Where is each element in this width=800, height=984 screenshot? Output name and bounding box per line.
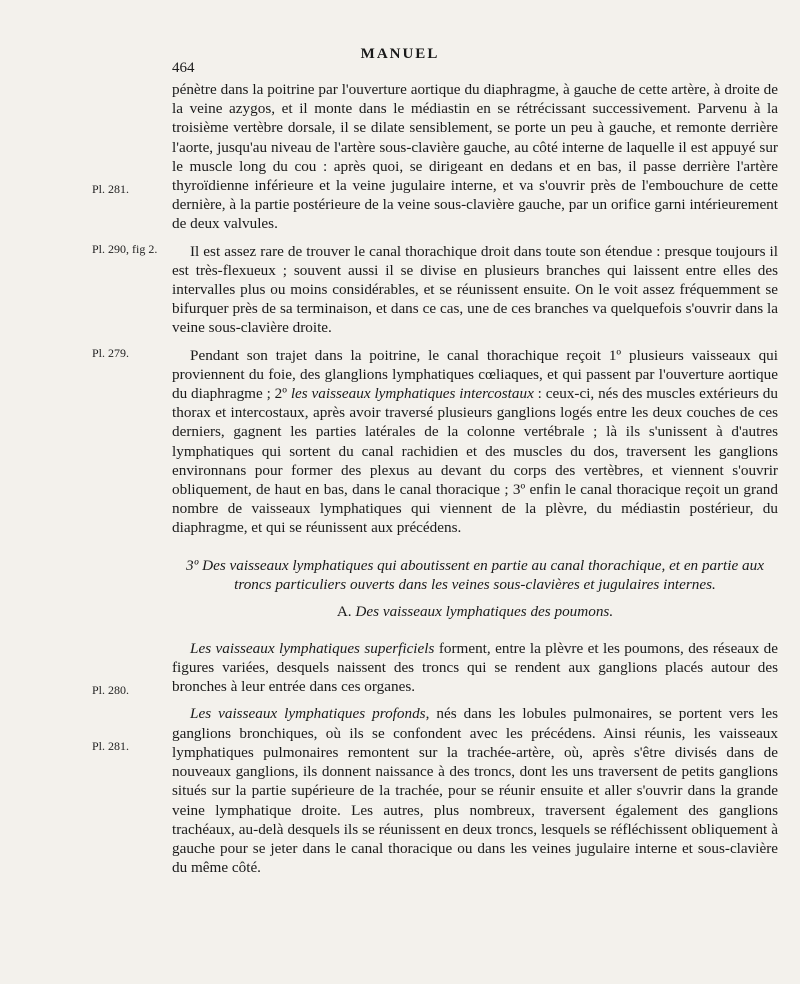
paragraph-5-emphasis: Les vaisseaux lymphatiques profonds — [190, 705, 426, 723]
sub-heading-lead: A. — [336, 602, 356, 620]
section-heading: 3º Des vaisseaux lymphatiques qui aboutissent en partie au canal thorachique, et en partie aux troncs particuliers ouverts dans les veines sous-clavières et jugulaires internes. — [186, 556, 764, 593]
paragraph-5 — [172, 704, 778, 877]
margin-note-pl-290: Pl. 290, fig 2. — [92, 242, 158, 256]
paragraph-5-text: , nés dans les lobules pulmonaires, se portent vers les ganglions bronchiques, où ils se confondent avec les précédens. Ainsi réunis, les vaisseaux lymphatiques pulmonaires remontent sur la trachée-artère, où, après s'être divisés dans de nouveaux ganglions, ils donnent naissance à des troncs, dont les uns traversent de petits ganglions situés sur la partie supérieure de la trachée, pour se réunir ensuite et aller s'ouvrir dans la grande veine lymphatique droite. Les autres, plus nombreux, traversent également des ganglions trachéaux, au-delà desquels ils se réunissent en deux troncs, lesquels se réfléchissent obliquement à gauche pour se jeter dans le canal thoracique ou dans les veines jugulaire interne et sous-clavière du même côté. — [172, 705, 779, 877]
sub-heading-text: Des vaisseaux lymphatiques des poumons. — [355, 602, 614, 620]
margin-note-pl-281-a: Pl. 281. — [92, 182, 130, 196]
page-number: 464 — [172, 60, 195, 76]
paragraph-3-emphasis: les vaisseaux lymphatiques intercostaux — [290, 385, 534, 403]
sub-heading — [172, 602, 778, 621]
paragraph-4-emphasis: Les vaisseaux lymphatiques superficiels — [190, 639, 435, 657]
paragraph-4-text: forment, entre la plèvre et les poumons, des réseaux de figures variées, desquels naissent des troncs qui se rendent aux ganglions placés autour des bronches à leur entrée dans ces organes. — [172, 639, 778, 696]
paragraph-3-part-a: Pendant son trajet dans la poitrine, le canal thorachique reçoit 1º plusieurs vaisseaux qui proviennent du foie, des glanglions lymphatiques cœliaques, et qui passent par l'ouverture aortique du diaphragme ; 2º — [172, 346, 778, 403]
paragraph-3 — [172, 346, 778, 538]
margin-note-pl-280: Pl. 280. — [92, 683, 130, 697]
body-text — [172, 80, 778, 877]
paragraph-2: Il est assez rare de trouver le canal thorachique droit dans toute son étendue : presque toujours il est très-flexueux ; souvent aussi il se divise en plusieurs branches qui laissent entre elles des intervalles plus ou moins considérables, et se réunissent ensuite. On le voit assez fréquemment se bifurquer près de sa terminaison, et dans ce cas, une de ces branches va quelquefois s'ouvrir dans la veine sous-clavière droite. — [172, 242, 778, 337]
margin-note-pl-279: Pl. 279. — [92, 346, 130, 360]
paragraph-3-part-b: : ceux-ci, nés des muscles extérieurs du thorax et intercostaux, après avoir traversé plusieurs ganglions logés entre les deux couches de ces derniers, gagnent les parties latérales de la colonne vertébrale ; là ils s'unissent à d'autres lymphatiques qui sortent du canal rachidien et des muscles du dos, traversent les ganglions environnans pour former des plexus au devant du corps des vertèbres, et viennent s'ouvrir obliquement, de haut en bas, dans le canal thoracique ; 3º enfin le canal thoracique reçoit un grand nombre de vaisseaux lymphatiques qui viennent de la plèvre, du médiastin postérieur, du diaphragme, et qui se réunissent aux précédens. — [172, 385, 778, 537]
margin-note-pl-281-b: Pl. 281. — [92, 739, 130, 753]
running-header: MANUEL — [360, 46, 440, 62]
paragraph-4 — [172, 639, 778, 697]
paragraph-1: pénètre dans la poitrine par l'ouverture aortique du diaphragme, à gauche de cette artère, à droite de la veine azygos, et il monte dans le médiastin en se rétrécissant successivement. Parvenu à la troisième vertèbre dorsale, il se dilate sensiblement, se porte un peu à gauche, et remonte derrière l'aorte, jusqu'au niveau de l'artère sous-clavière gauche, au côté interne de laquelle il est appuyé sur le muscle long du cou : après quoi, se dirigeant en dedans et en bas, il passe derrière l'artère thyroïdienne inférieure et la veine jugulaire interne, et va s'ouvrir près de l'embouchure de cette dernière, à la partie postérieure de la veine sous-clavière gauche, par un orifice garni intérieurement de deux valvules. — [172, 81, 778, 233]
